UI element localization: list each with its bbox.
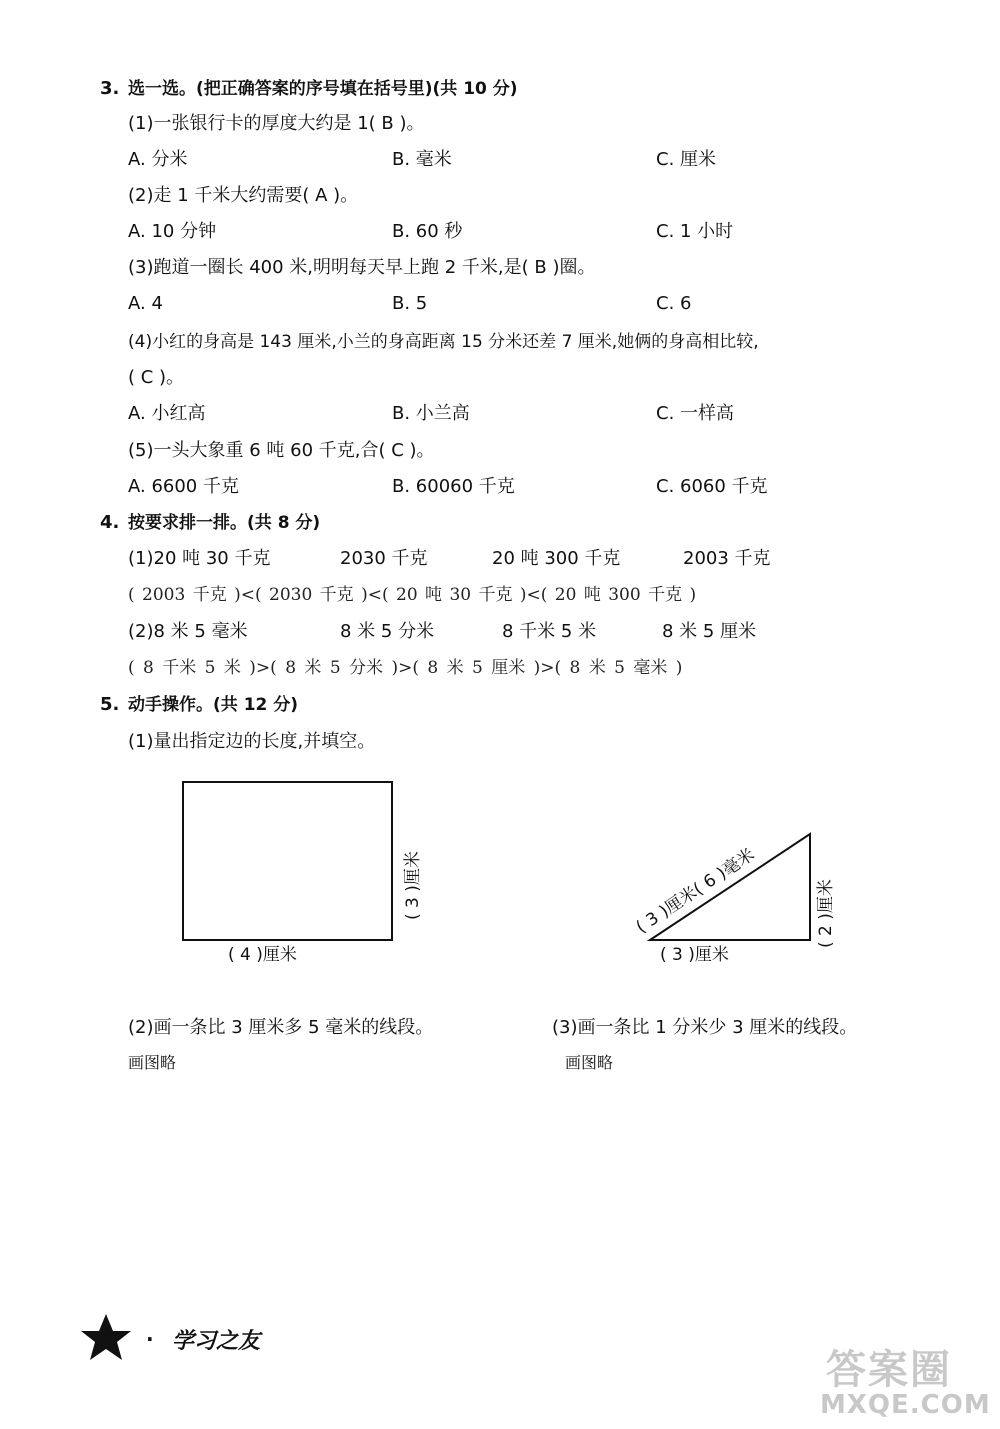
q4-row2-item2: 8 米 5 分米 xyxy=(340,621,435,642)
q3-item3-option-b: B. 5 xyxy=(392,293,428,314)
q3-number: 3. xyxy=(100,78,120,99)
triangle-hypotenuse-label: ( 3 )厘米( 6 )毫米 xyxy=(632,844,759,938)
q3-item1-option-c: C. 厘米 xyxy=(656,149,717,170)
q3-item2-stem: (2)走 1 千米大约需要( A )。 xyxy=(128,185,359,206)
rectangle-bottom-label: ( 4 )厘米 xyxy=(228,945,297,965)
q4-row1-item1: (1)20 吨 30 千克 xyxy=(128,548,271,569)
q3-title: 选一选。(把正确答案的序号填在括号里)(共 10 分) xyxy=(128,79,518,99)
triangle-figure xyxy=(640,820,830,950)
q3-item1-stem: (1)一张银行卡的厚度大约是 1( B )。 xyxy=(128,113,425,134)
triangle-bottom-label: ( 3 )厘米 xyxy=(660,945,729,965)
q3-item1-option-b: B. 毫米 xyxy=(392,149,452,170)
q3-item3-option-a: A. 4 xyxy=(128,293,163,314)
q3-item4-stem-cont: ( C )。 xyxy=(128,367,185,388)
q4-answer2: ( 8 千米 5 米 )>( 8 米 5 分米 )>( 8 米 5 厘米 )>( 8 米 5 毫米 ) xyxy=(128,658,683,678)
q3-item4-stem: (4)小红的身高是 143 厘米,小兰的身高距离 15 分米还差 7 厘米,她俩的身高相比较, xyxy=(128,332,759,352)
q3-item2-option-b: B. 60 秒 xyxy=(392,221,463,242)
q3-item5-stem: (5)一头大象重 6 吨 60 千克,合( C )。 xyxy=(128,440,435,461)
footer-dot: · xyxy=(146,1327,154,1351)
q5-sub3: (3)画一条比 1 分米少 3 厘米的线段。 xyxy=(552,1017,858,1038)
q3-item1-option-a: A. 分米 xyxy=(128,149,188,170)
q3-item2-option-c: C. 1 小时 xyxy=(656,221,734,242)
q3-item4-option-c: C. 一样高 xyxy=(656,403,735,424)
q4-title: 按要求排一排。(共 8 分) xyxy=(128,513,321,533)
q4-number: 4. xyxy=(100,512,120,533)
q4-row2-item1: (2)8 米 5 毫米 xyxy=(128,621,248,642)
q4-row1-item2: 2030 千克 xyxy=(340,548,428,569)
q5-number: 5. xyxy=(100,694,120,715)
triangle-right-label: ( 2 )厘米 xyxy=(816,879,836,948)
q3-item4-option-a: A. 小红高 xyxy=(128,403,206,424)
q3-item2-option-a: A. 10 分钟 xyxy=(128,221,217,242)
rectangle-right-label: ( 3 )厘米 xyxy=(403,851,423,920)
footer-text: 学习之友 xyxy=(172,1328,261,1354)
q3-item3-option-c: C. 6 xyxy=(656,293,692,314)
q3-item5-option-b: B. 60060 千克 xyxy=(392,476,515,497)
q4-row2-item3: 8 千米 5 米 xyxy=(502,621,597,642)
q5-sub2: (2)画一条比 3 厘米多 5 毫米的线段。 xyxy=(128,1017,434,1038)
q3-item4-option-b: B. 小兰高 xyxy=(392,403,470,424)
q5-sub3-answer: 画图略 xyxy=(565,1053,614,1072)
q4-row2-item4: 8 米 5 厘米 xyxy=(662,621,757,642)
q3-item3-stem: (3)跑道一圈长 400 米,明明每天早上跑 2 千米,是( B )圈。 xyxy=(128,257,596,278)
q5-sub1: (1)量出指定边的长度,并填空。 xyxy=(128,731,376,752)
q4-row1-item4: 2003 千克 xyxy=(683,548,771,569)
q5-sub2-answer: 画图略 xyxy=(128,1053,177,1072)
q4-answer1: ( 2003 千克 )<( 2030 千克 )<( 20 吨 30 千克 )<( 20 吨 300 千克 ) xyxy=(128,585,697,605)
q4-row1-item3: 20 吨 300 千克 xyxy=(492,548,621,569)
q3-item5-option-a: A. 6600 千克 xyxy=(128,476,239,497)
watermark-logo: 答案圈 xyxy=(826,1347,952,1393)
star-icon xyxy=(78,1312,134,1364)
watermark-url: MXQE.COM xyxy=(820,1390,991,1420)
q5-title: 动手操作。(共 12 分) xyxy=(128,695,299,715)
q3-item5-option-c: C. 6060 千克 xyxy=(656,476,768,497)
